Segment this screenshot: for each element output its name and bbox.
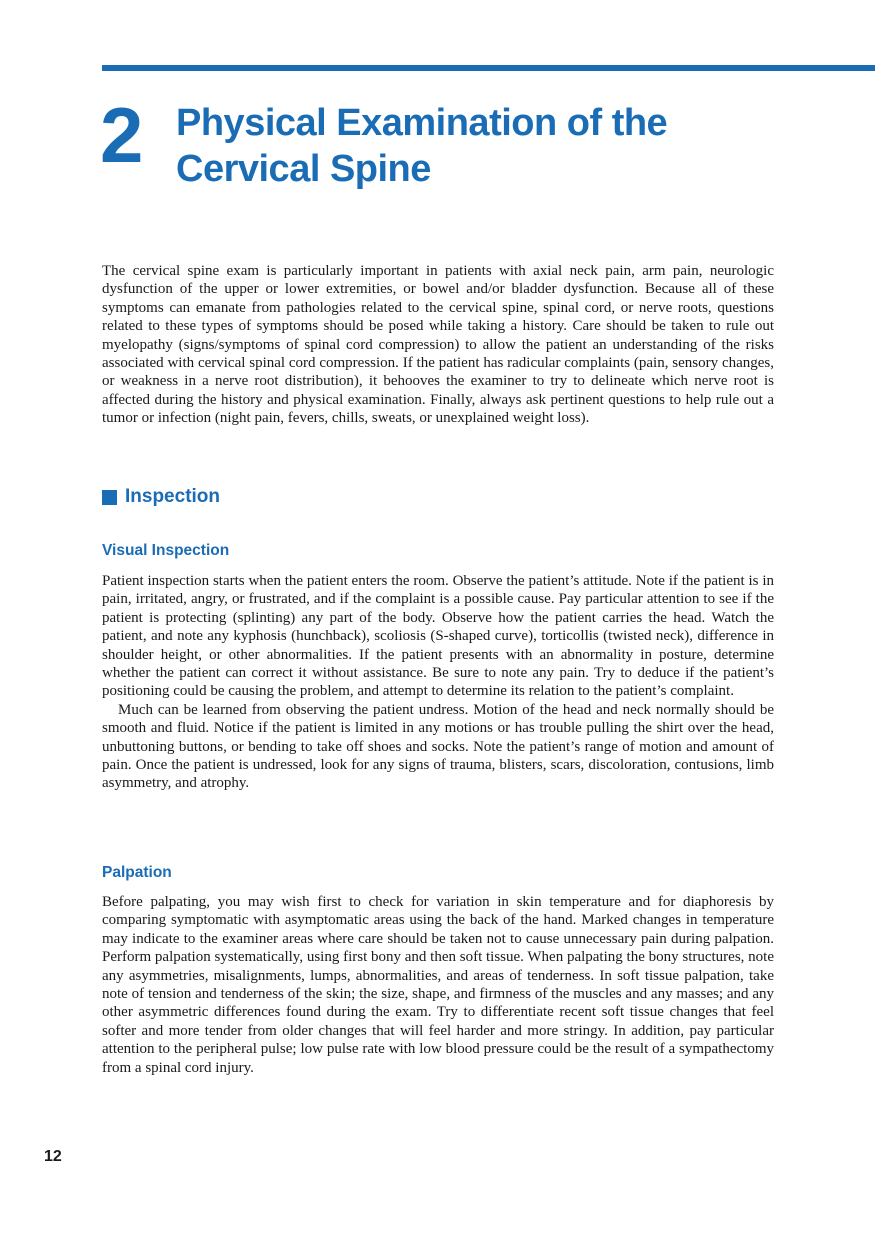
chapter-title bbox=[176, 100, 816, 192]
page-number: 12 bbox=[44, 1148, 62, 1165]
section-heading-inspection bbox=[102, 485, 220, 509]
intro-paragraph: The cervical spine exam is particularly important in patients with axial neck pain, arm pain, neurologic dysfunction of the upper or lower extremities, or bowel and/or bladder dysfunction. Because all of these symptoms can emanate from pathologies related to the cervical spine, spinal cord, or nerve roots, questions related to these types of symptoms should be posed while taking a history. Care should be taken to rule out myelopathy (signs/symptoms of spinal cord compression) to allow the patient an understanding of the risks associated with cervical spinal cord compression. If the patient has radicular complaints (pain, sensory changes, or weakness in a nerve root distribution), it behooves the examiner to try to delineate which nerve root is affected during the history and physical examination. Finally, always ask pertinent questions to help rule out a tumor or infection (night pain, fevers, chills, sweats, or unexplained weight loss). bbox=[102, 263, 774, 427]
top-rule bbox=[102, 65, 875, 71]
section-heading-label: Inspection bbox=[125, 486, 221, 507]
chapter-number: 2 bbox=[100, 91, 142, 179]
square-bullet-icon bbox=[102, 490, 117, 505]
chapter-title-line-1: Physical Examination of the bbox=[176, 102, 668, 144]
subheading-palpation: Palpation bbox=[102, 864, 172, 881]
visual-inspection-paragraph-1: Patient inspection starts when the patient enters the room. Observe the patient’s attitude. Note if the patient is in pain, irritated, angry, or frustrated, and if the complaint is a possible cause. Pay particular attention to see if the patient is protecting (splinting) any part of the body. Observe how the patient carries the head. Watch the patient, and note any kyphosis (hunchback), scoliosis (S-shaped curve), torticollis (twisted neck), difference in shoulder height, or other abnormalities. If the patient presents with an abnormality in posture, determine whether the patient can correct it without assistance. Be sure to note any pain. Try to deduce if the patient’s positioning could be causing the problem, and attempt to determine its relation to the patient’s complaint. bbox=[102, 573, 774, 700]
visual-inspection-text bbox=[102, 572, 774, 793]
palpation-paragraph: Before palpating, you may wish first to check for variation in skin temperature and for diaphoresis by comparing symptomatic with asymptomatic areas using the back of the hand. Marked changes in temperature may indicate to the examiner areas where care should be taken not to cause unnecessary pain during palpation. Perform palpation systematically, using first bony and then soft tissue. When palpating the bony structures, note any asymmetries, misalignments, lumps, abnormalities, and areas of tenderness. In soft tissue palpation, take note of tension and tenderness of the skin; the size, shape, and firmness of the muscles and any masses; and any other asymmetric differences found during the exam. Try to differentiate recent soft tissue changes that feel softer and more tender from older changes that will feel harder and more stringy. In addition, pay particular attention to the peripheral pulse; low pulse rate with low blood pressure could be the result of a sympathectomy from a spinal cord injury. bbox=[102, 894, 774, 1076]
visual-inspection-paragraph-2: Much can be learned from observing the patient undress. Motion of the head and neck normally should be smooth and fluid. Notice if the patient is limited in any motions or has trouble pulling the shirt over the head, unbuttoning buttons, or bending to take off shoes and socks. Note the patient’s range of motion and amount of pain. Once the patient is undressed, look for any signs of trauma, blisters, scars, discoloration, contusions, limb asymmetry, and atrophy. bbox=[102, 701, 774, 792]
chapter-title-line-2: Cervical Spine bbox=[176, 148, 431, 190]
subheading-visual-inspection: Visual Inspection bbox=[102, 542, 230, 559]
